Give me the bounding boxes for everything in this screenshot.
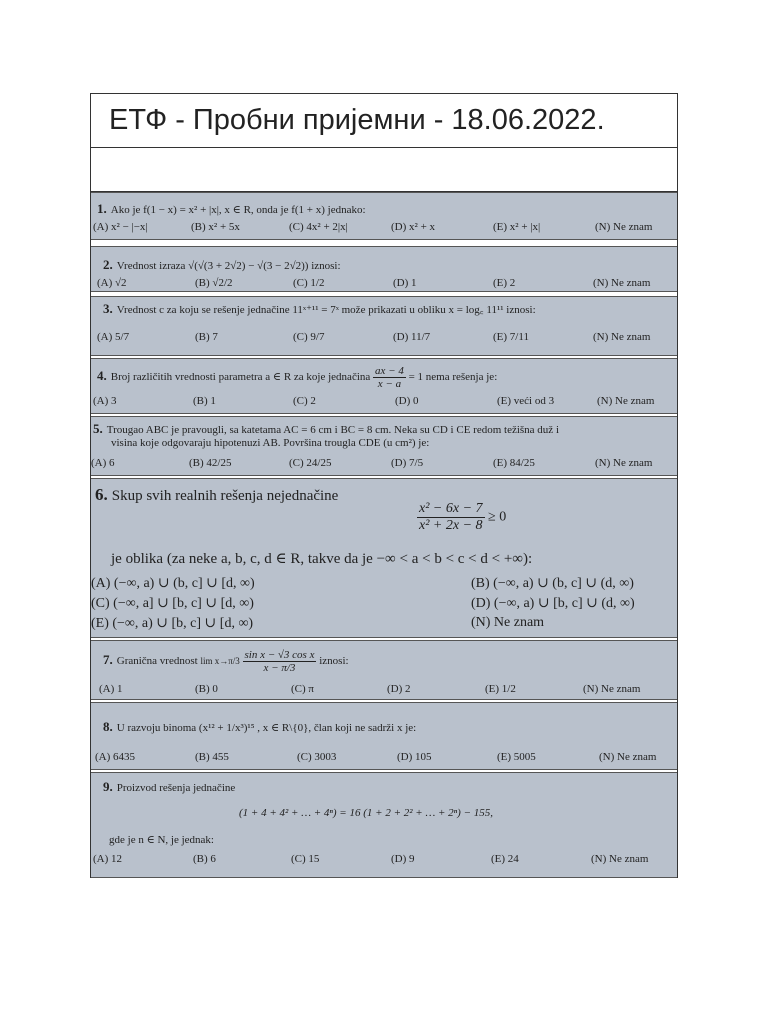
option-a: (A) x² − |−x| — [93, 221, 148, 233]
fraction — [373, 365, 406, 390]
option-c: (C) 15 — [291, 853, 320, 865]
option-n: (N) Ne znam — [595, 457, 653, 469]
exam-sheet — [90, 93, 678, 878]
question-text-end: = 1 nema rešenja je: — [408, 371, 498, 384]
option-b: (B) x² + 5x — [191, 221, 240, 233]
problem-5-question-line2: visina koje odgovaraju hipotenuzi AB. Površina trougla CDE (u cm²) je: — [111, 437, 430, 449]
denominator: x² + 2x − 8 — [419, 518, 483, 533]
option-b: (B) 6 — [193, 853, 216, 865]
question-text: Granična vrednost — [116, 655, 198, 668]
option-b: (B) 0 — [195, 683, 218, 695]
option-a: (A) 1 — [99, 683, 123, 695]
relation: ≥ 0 — [488, 509, 507, 525]
fraction — [417, 501, 485, 534]
option-e: (E) 2 — [493, 277, 516, 289]
problem-number: 1. — [97, 201, 107, 216]
denominator: x − a — [377, 378, 402, 390]
question-text: Vrednost c za koju se rešenje jednačine 11ˣ⁺¹¹ = 7ˣ može prikazati u obliku x = log꜀ 11¹¹ iznosi: — [116, 304, 536, 316]
problem-4-question — [97, 365, 497, 390]
option-a: (A) √2 — [97, 277, 127, 289]
option-n: (N) Ne znam — [471, 615, 545, 630]
option-a: (A) 6 — [91, 457, 115, 469]
option-n: (N) Ne znam — [593, 277, 651, 289]
problem-5-question — [93, 421, 559, 437]
option-e: (E) 24 — [491, 853, 519, 865]
problem-9-equation: (1 + 4 + 4² + … + 4ⁿ) = 16 (1 + 2 + 2² + … + 2ⁿ) − 155, — [239, 807, 493, 819]
option-b: (B) 1 — [193, 395, 216, 407]
option-c: (C) 4x² + 2|x| — [289, 221, 348, 233]
option-c: (C) 3003 — [297, 751, 337, 763]
option-n: (N) Ne znam — [597, 395, 655, 407]
option-d: (D) 1 — [393, 277, 417, 289]
question-text: Proizvod rešenja jednačine — [116, 782, 236, 794]
option-a: (A) 6435 — [95, 751, 136, 763]
option-a: (A) 3 — [93, 395, 117, 407]
option-e: (E) 84/25 — [493, 457, 535, 469]
blank-row — [91, 148, 677, 192]
option-c: (C) (−∞, a] ∪ [b, c] ∪ [d, ∞) — [91, 596, 254, 611]
problem-9 — [91, 772, 677, 878]
problem-9-question — [103, 779, 235, 795]
option-e: (E) x² + |x| — [493, 221, 541, 233]
problem-3 — [91, 296, 677, 356]
option-n: (N) Ne znam — [583, 683, 641, 695]
problem-1 — [91, 192, 677, 240]
problem-number: 2. — [103, 257, 113, 272]
option-d: (D) x² + x — [391, 221, 436, 233]
option-a: (A) 12 — [93, 853, 123, 865]
problem-6-inequality — [417, 501, 506, 534]
option-b: (B) √2/2 — [195, 277, 233, 289]
denominator: x − π/3 — [263, 662, 296, 674]
option-b: (B) 7 — [195, 331, 218, 343]
question-text-end: iznosi: — [319, 655, 349, 668]
option-d: (D) (−∞, a) ∪ [b, c] ∪ (d, ∞) — [471, 596, 635, 611]
problem-number: 4. — [97, 368, 107, 384]
problem-4 — [91, 358, 677, 414]
problem-6-question — [95, 485, 338, 505]
limit: lim x→π/3 — [200, 656, 240, 667]
problem-1-question — [97, 201, 366, 217]
problem-number: 6. — [95, 485, 108, 504]
question-text: U razvoju binoma (x¹² + 1/x³)¹⁵ , x ∈ R\{0}, član koji ne sadrži x je: — [116, 722, 417, 734]
problem-number: 7. — [103, 652, 113, 668]
fraction — [243, 649, 317, 674]
problem-number: 3. — [103, 301, 113, 316]
option-n: (N) Ne znam — [593, 331, 651, 343]
option-b: (B) 42/25 — [189, 457, 232, 469]
option-b: (B) 455 — [195, 751, 229, 763]
option-d: (D) 7/5 — [391, 457, 424, 469]
option-n: (N) Ne znam — [591, 853, 649, 865]
option-a: (A) 5/7 — [97, 331, 130, 343]
problem-3-question — [103, 301, 536, 317]
problem-6-question-line2: je oblika (za neke a, b, c, d ∈ R, takve da je −∞ < a < b < c < d < +∞): — [111, 551, 533, 567]
question-text: Vrednost izraza √(√(3 + 2√2) − √(3 − 2√2)) iznosi: — [116, 260, 341, 272]
problem-9-question-line2: gde je n ∈ N, je jednak: — [109, 834, 214, 846]
option-n: (N) Ne znam — [599, 751, 657, 763]
option-c: (C) 2 — [293, 395, 316, 407]
numerator: ax − 4 — [375, 365, 404, 377]
option-d: (D) 11/7 — [393, 331, 431, 343]
option-d: (D) 0 — [395, 395, 419, 407]
problem-number: 5. — [93, 421, 103, 436]
problem-8 — [91, 702, 677, 770]
numerator: x² − 6x − 7 — [419, 501, 483, 516]
option-e: (E) 5005 — [497, 751, 536, 763]
option-c: (C) 24/25 — [289, 457, 332, 469]
option-e: (E) (−∞, a) ∪ [b, c] ∪ [d, ∞) — [91, 616, 254, 631]
problem-2 — [91, 246, 677, 292]
option-e: (E) veći od 3 — [497, 395, 555, 407]
problem-2-question — [103, 257, 341, 273]
problem-number: 9. — [103, 779, 113, 794]
option-d: (D) 2 — [387, 683, 411, 695]
option-d: (D) 9 — [391, 853, 415, 865]
problem-7-question — [103, 649, 349, 674]
option-c: (C) 1/2 — [293, 277, 325, 289]
problem-6 — [91, 478, 677, 638]
page-title: ЕТФ - Пробни пријемни - 18.06.2022. — [91, 94, 677, 148]
option-a: (A) (−∞, a) ∪ (b, c] ∪ [d, ∞) — [91, 576, 255, 591]
question-text: Trougao ABC je pravougli, sa katetama AC = 6 cm i BC = 8 cm. Neka su CD i CE redom težišna duž i — [106, 424, 559, 436]
option-e: (E) 1/2 — [485, 683, 516, 695]
option-e: (E) 7/11 — [493, 331, 529, 343]
option-n: (N) Ne znam — [595, 221, 653, 233]
question-text: Ako je f(1 − x) = x² + |x|, x ∈ R, onda je f(1 + x) jednako: — [110, 204, 366, 216]
problem-5 — [91, 416, 677, 476]
option-c: (C) 9/7 — [293, 331, 325, 343]
problem-8-question — [103, 719, 416, 735]
numerator: sin x − √3 cos x — [244, 649, 315, 661]
option-b: (B) (−∞, a) ∪ (b, c] ∪ (d, ∞) — [471, 576, 634, 591]
question-text: Broj različitih vrednosti parametra a ∈ R za koje jednačina — [110, 371, 371, 384]
option-c: (C) π — [291, 683, 314, 695]
question-text: Skup svih realnih rešenja nejednačine — [111, 488, 339, 504]
problem-number: 8. — [103, 719, 113, 734]
problem-7 — [91, 640, 677, 700]
option-d: (D) 105 — [397, 751, 432, 763]
